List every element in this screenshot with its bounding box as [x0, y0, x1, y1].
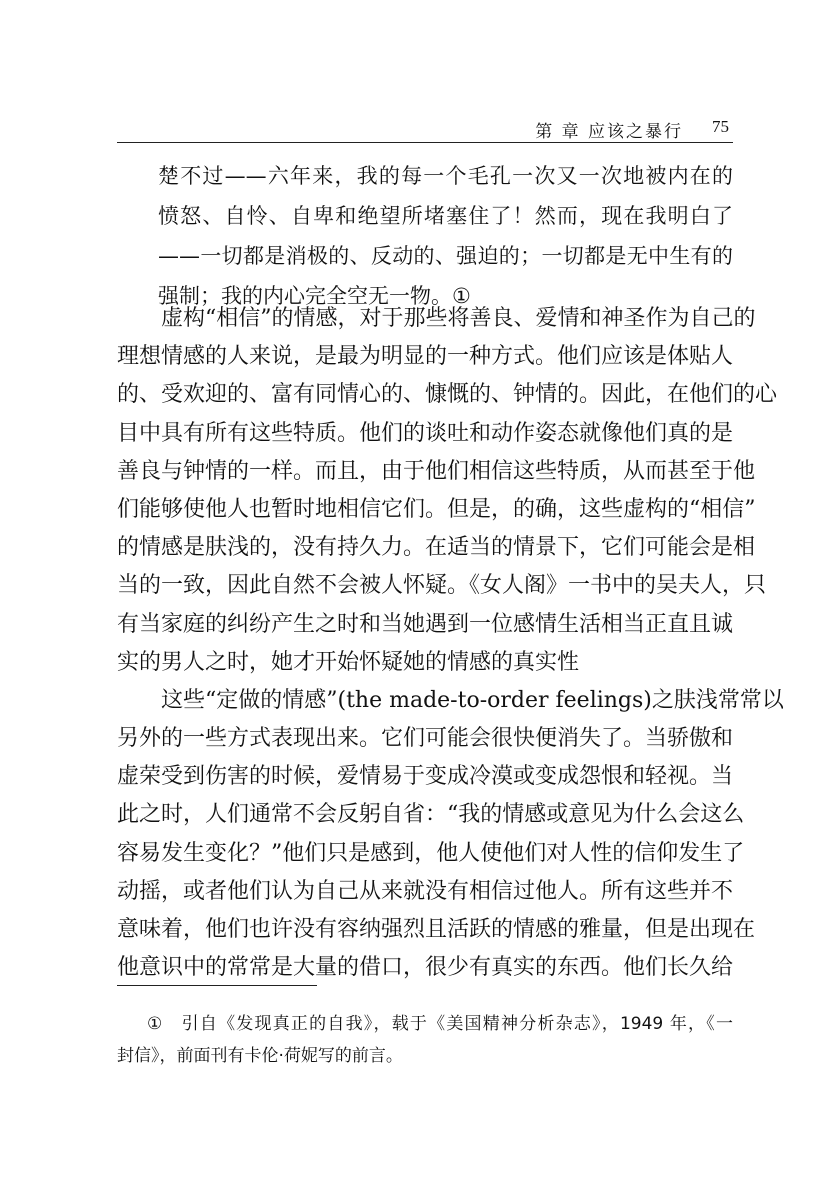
paragraph-line: 实的男人之时，她才开始怀疑她的情感的真实性: [117, 649, 580, 675]
paragraph-line: 虚荣受到伤害的时候，爱情易于变成冷漠或变成怨恨和轻视。当: [117, 764, 734, 790]
paragraph-line: 另外的一些方式表现出来。它们可能会很快便消失了。当骄傲和: [117, 726, 734, 752]
quote-line: 强制；我的内心完全空无一物。①: [158, 284, 471, 308]
body-text: [117, 300, 784, 987]
header-rule: [117, 142, 733, 143]
paragraph-line: 他意识中的常常是大量的借口，很少有真实的东西。他们长久给: [117, 955, 734, 981]
quote-line: 楚不过——六年来，我的每一个毛孔一次又一次地被内在的: [158, 164, 733, 188]
paragraph-line: 们能够使他人也暂时地相信它们。但是，的确，这些虚构的“相信”: [117, 496, 756, 522]
footnote-rule: [117, 985, 317, 986]
block-quote: [158, 156, 733, 316]
paragraph-line: 有当家庭的纠纷产生之时和当她遇到一位感情生活相当正直且诚: [117, 611, 734, 637]
footnote: [117, 1008, 733, 1072]
running-header: [117, 115, 733, 141]
chapter-title: 第 章 应该之暴行: [535, 122, 683, 142]
paragraph-line: 善良与钟情的一样。而且，由于他们相信这些特质，从而甚至于他: [117, 458, 756, 484]
paragraph-line: 这些“定做的情感”(the made-to-order feelings)之肤浅常常以: [161, 687, 784, 713]
paragraph-line: 动摇，或者他们认为自己从来就没有相信过他人。所有这些并不: [117, 878, 734, 904]
paragraph-line: 的情感是肤浅的，没有持久力。在适当的情景下，它们可能会是相: [117, 535, 756, 561]
footnote-line: ① 引自《发现真正的自我》，载于《美国精神分析杂志》，1949 年，《一: [147, 1014, 733, 1034]
quote-line: 愤怒、自怜、自卑和绝望所堵塞住了！然而，现在我明白了: [158, 204, 733, 228]
paragraph: [117, 682, 784, 988]
paragraph-line: 目中具有所有这些特质。他们的谈吐和动作姿态就像他们真的是: [117, 420, 734, 446]
paragraph-line: 理想情感的人来说，是最为明显的一种方式。他们应该是体贴人: [117, 344, 734, 370]
paragraph-line: 的、受欢迎的、富有同情心的、慷慨的、钟情的。因此，在他们的心: [117, 382, 778, 408]
paragraph-line: 当的一致，因此自然不会被人怀疑。《女人阁》一书中的吴夫人，只: [117, 573, 767, 599]
paragraph-line: 意味着，他们也许没有容纳强烈且活跃的情感的雅量，但是出现在: [117, 917, 756, 942]
paragraph-line: 此之时，人们通常不会反躬自省：“我的情感或意见为什么会这么: [117, 802, 745, 828]
paragraph-line: 容易发生变化？”他们只是感到，他人使他们对人性的信仰发生了: [117, 840, 745, 866]
quote-line: ——一切都是消极的、反动的、强迫的；一切都是无中生有的: [158, 244, 733, 268]
footnote-line: 封信》，前面刊有卡伦·荷妮写的前言。: [117, 1046, 403, 1066]
paragraph-line: 虚构“相信”的情感，对于那些将善良、爱情和神圣作为自己的: [161, 306, 756, 331]
paragraph: [117, 300, 778, 682]
page-number: 75: [712, 117, 729, 136]
